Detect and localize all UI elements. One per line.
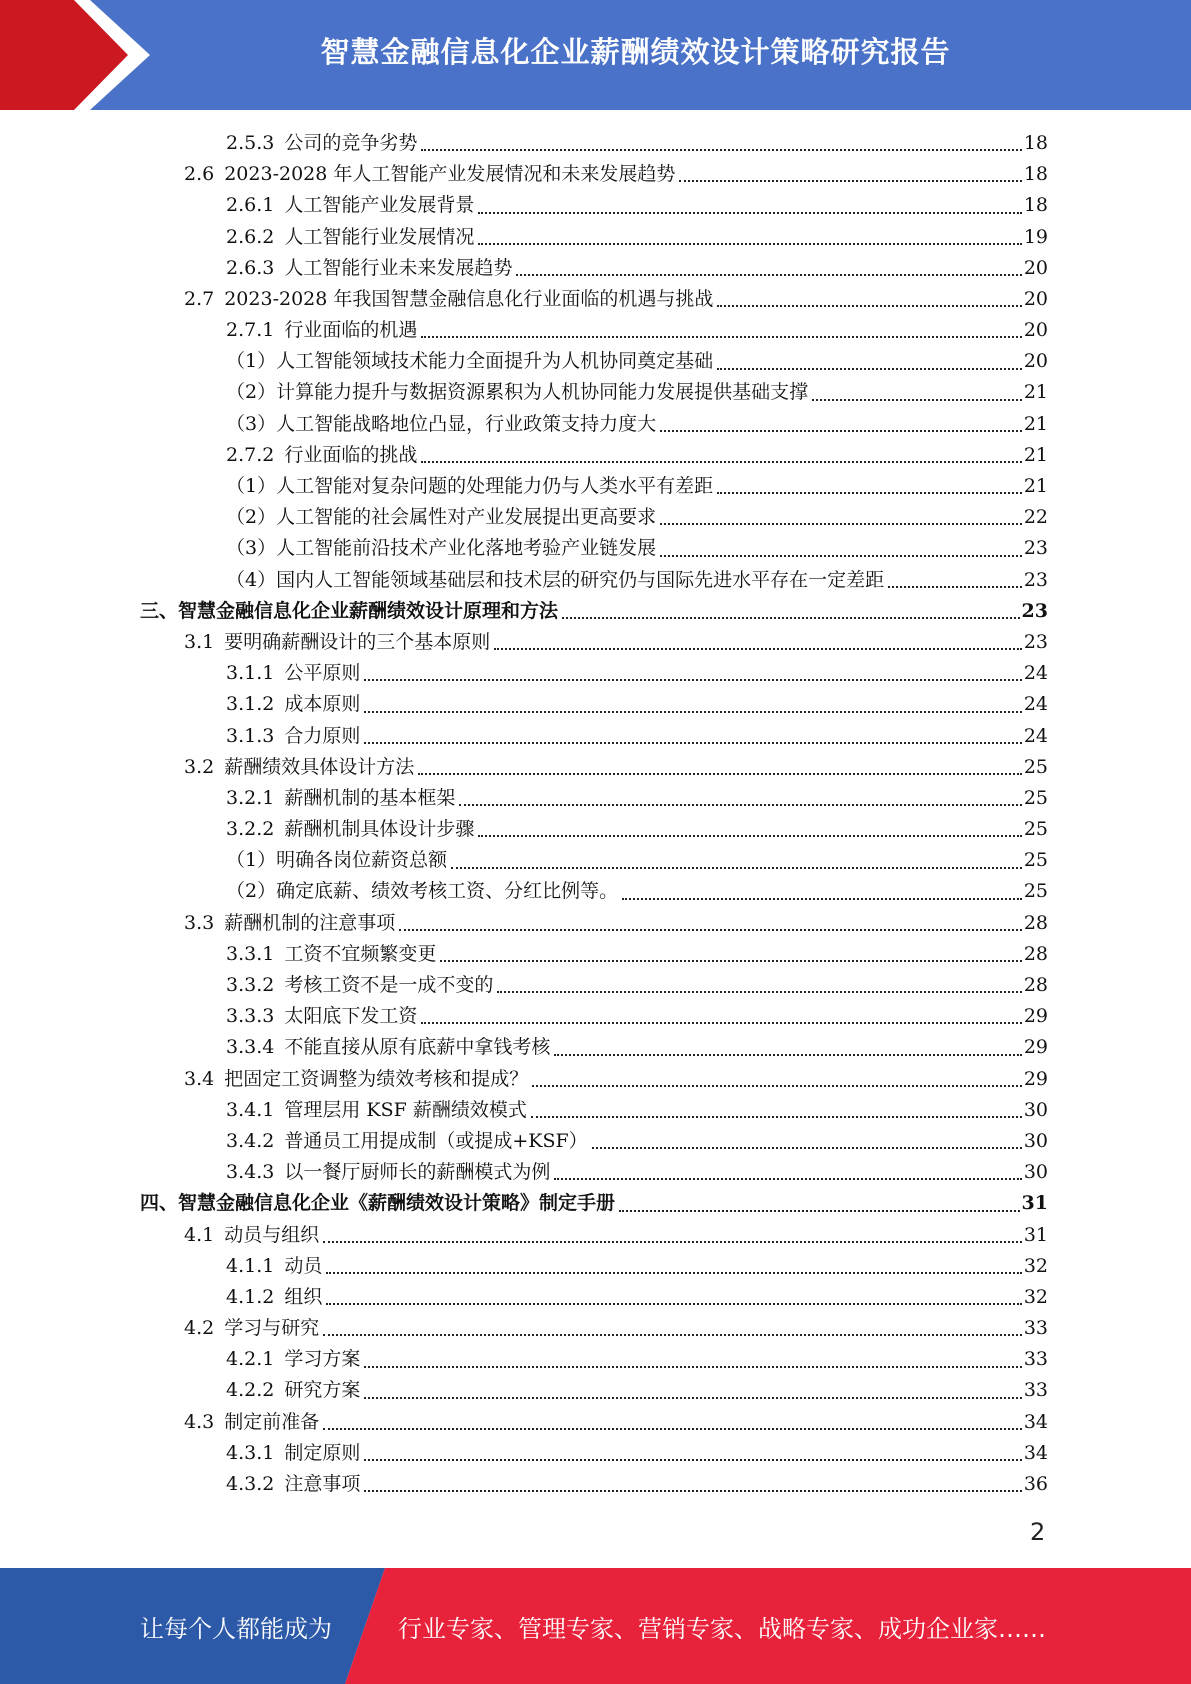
toc-entry[interactable] [140, 1438, 1048, 1469]
toc-entry-number: 2.6.3 [226, 256, 275, 279]
toc-entry-title: 管理层用 KSF 薪酬绩效模式 [284, 1098, 527, 1121]
toc-entry-number: 2.7.1 [226, 319, 275, 342]
toc-entry[interactable] [140, 284, 1048, 315]
toc-entry-title: 行业面临的机遇 [284, 319, 418, 342]
toc-dot-leader [323, 1334, 1022, 1336]
toc-entry-title: 成本原则 [284, 693, 361, 716]
toc-entry-number: 4.3 [184, 1410, 215, 1433]
toc-entry[interactable] [140, 1032, 1048, 1063]
toc-entry-page: 34 [1023, 1410, 1048, 1433]
toc-entry-page: 25 [1023, 755, 1048, 778]
toc-entry-title: （2）人工智能的社会属性对产业发展提出更高要求 [226, 506, 657, 529]
toc-entry-title: 公司的竞争劣势 [284, 131, 418, 154]
toc-dot-leader [717, 492, 1022, 494]
toc-dot-leader [494, 648, 1022, 650]
toc-dot-leader [554, 1054, 1021, 1056]
toc-dot-leader [888, 586, 1022, 588]
toc-entry[interactable] [140, 752, 1048, 783]
toc-entry-title: 制定原则 [284, 1441, 361, 1464]
toc-entry-title: 2023-2028 年我国智慧金融信息化行业面临的机遇与挑战 [224, 287, 714, 310]
toc-dot-leader [451, 867, 1022, 869]
toc-entry-page: 20 [1023, 350, 1048, 373]
toc-entry[interactable] [140, 721, 1048, 752]
toc-entry-number: 4.1.1 [226, 1254, 275, 1277]
toc-entry-title: （2）确定底薪、绩效考核工资、分红比例等。 [226, 880, 619, 903]
toc-entry-number: 2.6.1 [226, 194, 275, 217]
toc-dot-leader [364, 1490, 1021, 1492]
toc-entry-title: （1）人工智能领域技术能力全面提升为人机协同奠定基础 [226, 350, 714, 373]
toc-entry-page: 33 [1023, 1317, 1048, 1340]
toc-entry-title: 薪酬机制的注意事项 [224, 911, 396, 934]
toc-entry[interactable] [140, 502, 1048, 533]
toc-entry[interactable] [140, 877, 1048, 908]
toc-entry[interactable] [140, 658, 1048, 689]
toc-entry[interactable] [140, 1126, 1048, 1157]
toc-entry-title: 动员 [284, 1254, 323, 1277]
toc-entry-page: 18 [1023, 131, 1048, 154]
toc-dot-leader [418, 773, 1022, 775]
toc-entry-title: 四、智慧金融信息化企业《薪酬绩效设计策略》制定手册 [140, 1192, 616, 1215]
toc-entry[interactable] [140, 440, 1048, 471]
toc-entry-page: 30 [1023, 1098, 1048, 1121]
toc-entry-page: 19 [1023, 225, 1048, 248]
toc-entry[interactable] [140, 159, 1048, 190]
toc-dot-leader [562, 617, 1020, 619]
toc-entry-page: 31 [1021, 1192, 1048, 1215]
toc-entry-title: 2023-2028 年人工智能产业发展情况和未来发展趋势 [224, 163, 676, 186]
toc-entry[interactable] [140, 1001, 1048, 1032]
toc-entry-title: （1）明确各岗位薪资总额 [226, 849, 448, 872]
toc-dot-leader [364, 742, 1021, 744]
toc-entry[interactable] [140, 970, 1048, 1001]
toc-entry-page: 32 [1023, 1285, 1048, 1308]
toc-entry-number: 3.3.3 [226, 1005, 275, 1028]
toc-entry-page: 25 [1023, 880, 1048, 903]
report-title: 智慧金融信息化企业薪酬绩效设计策略研究报告 [320, 34, 951, 69]
toc-entry-number: 3.4 [184, 1067, 215, 1090]
toc-entry-page: 33 [1023, 1348, 1048, 1371]
toc-dot-leader [364, 1397, 1021, 1399]
toc-entry-page: 21 [1023, 412, 1048, 435]
toc-entry-title: （3）人工智能前沿技术产业化落地考验产业链发展 [226, 537, 657, 560]
toc-dot-leader [622, 898, 1022, 900]
toc-entry-page: 29 [1023, 1067, 1048, 1090]
toc-entry[interactable] [140, 346, 1048, 377]
footer-slogan-right: 行业专家、管理专家、营销专家、战略专家、成功企业家…… [398, 1614, 1046, 1643]
toc-dot-leader [812, 399, 1022, 401]
toc-entry-number: 4.2 [184, 1317, 215, 1340]
toc-dot-leader [592, 1147, 1022, 1149]
toc-dot-leader [323, 1241, 1022, 1243]
toc-dot-leader [660, 555, 1022, 557]
toc-entry-page: 23 [1021, 599, 1048, 622]
toc-dot-leader [554, 1178, 1021, 1180]
toc-entry-page: 25 [1023, 818, 1048, 841]
toc-entry-title: 工资不宜频繁变更 [284, 942, 437, 965]
toc-entry[interactable] [140, 1313, 1048, 1344]
toc-entry-number: 4.3.1 [226, 1441, 275, 1464]
header-red-chevron [0, 0, 150, 110]
toc-entry[interactable] [140, 814, 1048, 845]
toc-entry-number: 3.4.2 [226, 1129, 275, 1152]
toc-entry-page: 30 [1023, 1161, 1048, 1184]
toc-entry-page: 20 [1023, 256, 1048, 279]
toc-entry[interactable] [140, 1220, 1048, 1251]
toc-dot-leader [516, 274, 1021, 276]
toc-entry[interactable] [140, 627, 1048, 658]
toc-entry[interactable] [140, 1188, 1048, 1219]
toc-dot-leader [717, 368, 1022, 370]
toc-dot-leader [364, 1366, 1021, 1368]
toc-entry-page: 25 [1023, 786, 1048, 809]
toc-entry[interactable] [140, 845, 1048, 876]
toc-entry-title: 动员与组织 [224, 1223, 320, 1246]
toc-entry-number: 2.6 [184, 163, 215, 186]
toc-entry-page: 21 [1023, 381, 1048, 404]
toc-dot-leader [478, 212, 1021, 214]
toc-entry-page: 32 [1023, 1254, 1048, 1277]
toc-entry-title: （3）人工智能战略地位凸显，行业政策支持力度大 [226, 412, 657, 435]
toc-dot-leader [619, 1210, 1020, 1212]
toc-entry-title: 普通员工用提成制（或提成+KSF） [284, 1129, 588, 1152]
toc-entry-number: 2.6.2 [226, 225, 275, 248]
toc-entry-number: 3.2 [184, 755, 215, 778]
toc-entry-number: 3.1.3 [226, 724, 275, 747]
toc-dot-leader [717, 305, 1021, 307]
toc-entry-page: 29 [1023, 1005, 1048, 1028]
toc-entry[interactable] [140, 783, 1048, 814]
toc-entry-title: 注意事项 [284, 1473, 361, 1496]
toc-entry[interactable] [140, 222, 1048, 253]
toc-entry[interactable] [140, 409, 1048, 440]
toc-dot-leader [532, 1085, 1022, 1087]
toc-entry-number: 3.2.2 [226, 818, 275, 841]
toc-entry-number: 4.2.2 [226, 1379, 275, 1402]
toc-dot-leader [326, 1303, 1021, 1305]
toc-dot-leader [399, 929, 1022, 931]
toc-entry-title: 以一餐厅厨师长的薪酬模式为例 [284, 1161, 551, 1184]
toc-dot-leader [364, 679, 1021, 681]
toc-entry-page: 23 [1023, 568, 1048, 591]
toc-entry[interactable] [140, 1157, 1048, 1188]
toc-entry-number: 3.3.4 [226, 1036, 275, 1059]
toc-entry-page: 28 [1023, 911, 1048, 934]
page-number: 2 [1030, 1518, 1046, 1546]
toc-entry-page: 20 [1023, 319, 1048, 342]
toc-entry-page: 25 [1023, 849, 1048, 872]
toc-entry-page: 20 [1023, 287, 1048, 310]
toc-entry-number: 3.1 [184, 630, 215, 653]
toc-entry-number: 4.3.2 [226, 1473, 275, 1496]
toc-entry-number: 4.1 [184, 1223, 215, 1246]
toc-dot-leader [364, 711, 1021, 713]
toc-entry-number: 2.7.2 [226, 443, 275, 466]
toc-dot-leader [478, 243, 1021, 245]
toc-entry-number: 3.4.1 [226, 1098, 275, 1121]
toc-entry-page: 24 [1023, 724, 1048, 747]
toc-entry-page: 30 [1023, 1129, 1048, 1152]
toc-entry-title: 考核工资不是一成不变的 [284, 974, 494, 997]
toc-dot-leader [478, 835, 1021, 837]
toc-dot-leader [440, 960, 1021, 962]
toc-entry-title: 制定前准备 [224, 1410, 320, 1433]
toc-entry-page: 21 [1023, 475, 1048, 498]
toc-entry-page: 23 [1023, 630, 1048, 653]
toc-dot-leader [421, 336, 1021, 338]
toc-entry-title: 不能直接从原有底薪中拿钱考核 [284, 1036, 551, 1059]
toc-entry-page: 29 [1023, 1036, 1048, 1059]
toc-entry-title: 薪酬绩效具体设计方法 [224, 755, 415, 778]
toc-entry-number: 4.2.1 [226, 1348, 275, 1371]
toc-entry[interactable] [140, 1095, 1048, 1126]
toc-entry-title: 把固定工资调整为绩效考核和提成？ [224, 1067, 529, 1090]
toc-entry[interactable] [140, 315, 1048, 346]
toc-entry-title: 人工智能行业发展情况 [284, 225, 475, 248]
toc-entry-page: 24 [1023, 662, 1048, 685]
toc-entry-page: 23 [1023, 537, 1048, 560]
toc-entry[interactable] [140, 190, 1048, 221]
toc-dot-leader [660, 430, 1022, 432]
toc-entry-title: （4）国内人工智能领域基础层和技术层的研究仍与国际先进水平存在一定差距 [226, 568, 885, 591]
page-header [0, 0, 1191, 110]
toc-dot-leader [421, 149, 1021, 151]
toc-dot-leader [679, 180, 1021, 182]
toc-entry[interactable] [140, 689, 1048, 720]
toc-entry[interactable] [140, 1407, 1048, 1438]
toc-entry-page: 34 [1023, 1441, 1048, 1464]
toc-entry-title: 学习方案 [284, 1348, 361, 1371]
toc-entry-page: 18 [1023, 194, 1048, 217]
toc-entry-number: 3.3.2 [226, 974, 275, 997]
toc-entry-title: （1）人工智能对复杂问题的处理能力仍与人类水平有差距 [226, 475, 714, 498]
toc-entry-number: 3.3 [184, 911, 215, 934]
toc-dot-leader [459, 804, 1021, 806]
toc-entry-number: 2.7 [184, 287, 215, 310]
toc-entry[interactable] [140, 1251, 1048, 1282]
toc-dot-leader [421, 1022, 1021, 1024]
toc-dot-leader [364, 1459, 1021, 1461]
toc-entry-title: 研究方案 [284, 1379, 361, 1402]
toc-entry[interactable] [140, 378, 1048, 409]
toc-entry-title: 要明确薪酬设计的三个基本原则 [224, 630, 491, 653]
toc-entry-number: 3.1.1 [226, 662, 275, 685]
toc-entry[interactable] [140, 1064, 1048, 1095]
toc-entry[interactable] [140, 1376, 1048, 1407]
toc-entry-number: 3.2.1 [226, 786, 275, 809]
toc-entry-title: 太阳底下发工资 [284, 1005, 418, 1028]
toc-entry-title: 薪酬机制具体设计步骤 [284, 818, 475, 841]
toc-entry-title: 合力原则 [284, 724, 361, 747]
toc-dot-leader [497, 991, 1021, 993]
toc-dot-leader [421, 461, 1021, 463]
toc-entry-page: 33 [1023, 1379, 1048, 1402]
toc-entry[interactable] [140, 939, 1048, 970]
toc-entry[interactable] [140, 1282, 1048, 1313]
toc-dot-leader [323, 1428, 1022, 1430]
toc-dot-leader [531, 1116, 1022, 1118]
toc-entry[interactable] [140, 1344, 1048, 1375]
toc-entry-title: 三、智慧金融信息化企业薪酬绩效设计原理和方法 [140, 599, 559, 622]
toc-entry-page: 22 [1023, 506, 1048, 529]
toc-entry[interactable] [140, 128, 1048, 159]
toc-entry-title: 公平原则 [284, 662, 361, 685]
toc-dot-leader [660, 523, 1022, 525]
toc-dot-leader [326, 1272, 1021, 1274]
toc-entry-page: 36 [1023, 1473, 1048, 1496]
toc-entry-title: 薪酬机制的基本框架 [284, 786, 456, 809]
toc-entry-page: 21 [1023, 443, 1048, 466]
toc-entry[interactable] [140, 565, 1048, 596]
toc-entry-title: 行业面临的挑战 [284, 443, 418, 466]
toc-entry[interactable] [140, 471, 1048, 502]
toc-entry-page: 24 [1023, 693, 1048, 716]
toc-entry[interactable] [140, 908, 1048, 939]
toc-entry-number: 3.3.1 [226, 942, 275, 965]
toc-entry-number: 3.1.2 [226, 693, 275, 716]
toc-entry-number: 3.4.3 [226, 1161, 275, 1184]
footer-slogan-left: 让每个人都能成为 [140, 1614, 332, 1643]
table-of-contents [140, 128, 1048, 1500]
toc-entry-page: 28 [1023, 974, 1048, 997]
toc-entry-page: 28 [1023, 942, 1048, 965]
toc-entry-page: 18 [1023, 163, 1048, 186]
toc-entry-title: 人工智能产业发展背景 [284, 194, 475, 217]
toc-entry-title: （2）计算能力提升与数据资源累积为人机协同能力发展提供基础支撑 [226, 381, 809, 404]
toc-entry-number: 4.1.2 [226, 1285, 275, 1308]
toc-entry[interactable] [140, 1469, 1048, 1500]
toc-entry-page: 31 [1023, 1223, 1048, 1246]
toc-entry[interactable] [140, 253, 1048, 284]
toc-entry-title: 组织 [284, 1285, 323, 1308]
toc-entry-number: 2.5.3 [226, 131, 275, 154]
toc-entry[interactable] [140, 596, 1048, 627]
toc-entry-title: 人工智能行业未来发展趋势 [284, 256, 513, 279]
toc-entry[interactable] [140, 533, 1048, 564]
toc-entry-title: 学习与研究 [224, 1317, 320, 1340]
